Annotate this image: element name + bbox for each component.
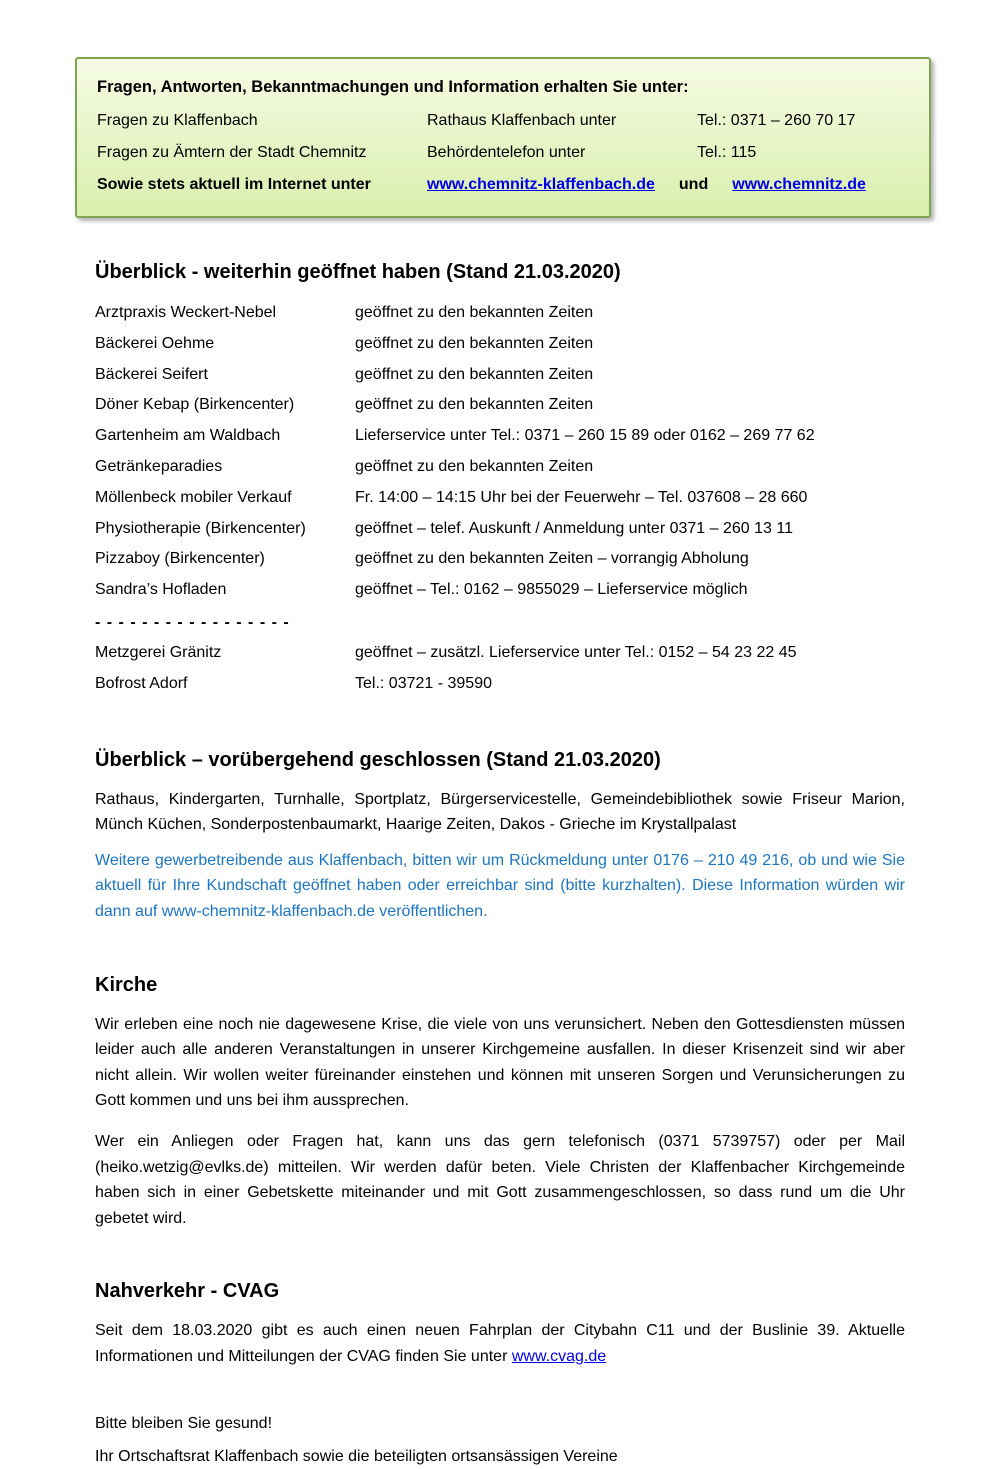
info-box-footer [97,175,907,194]
info-row-place: Behördentelefon unter [427,144,586,161]
business-row [95,638,905,669]
business-row [95,421,905,452]
feedback-note-paragraph: Weitere gewerbetreibende aus Klaffenbach, bitten wir um Rückmeldung unter 0176 – 210 49 216, ob und wie Sie aktuell für Ihre Kundschaft geöffnet haben oder erreichbar sind (bitte kurzhalten). Diese Information würden wir dann auf www-chemnitz-klaffenbach.de veröffentlichen. [95,851,905,920]
business-row [95,514,905,545]
dashed-separator: - - - - - - - - - - - - - - - - - [95,613,290,631]
closing-wish: Bitte bleiben Sie gesund! [95,1415,273,1433]
transport-text: Seit dem 18.03.2020 gibt es auch einen neuen Fahrplan der Citybahn C11 und der Buslinie 39. Aktuelle Informationen und Mitteilungen der CVAG finden Sie unter [95,1322,905,1365]
business-status: geöffnet – telef. Auskunft / Anmeldung unter 0371 – 260 13 11 [355,519,793,537]
business-status: geöffnet zu den bekannten Zeiten [355,334,594,352]
closing-block [95,1411,905,1469]
business-status: geöffnet zu den bekannten Zeiten – vorrangig Abholung [355,550,749,568]
business-name: Bofrost Adorf [95,674,188,692]
business-name: Bäckerei Seifert [95,365,208,383]
link-chemnitz[interactable]: www.chemnitz.de [732,176,866,193]
info-row-phone: Tel.: 115 [697,144,757,161]
transport-paragraph [95,1318,905,1369]
business-name: Metzgerei Gränitz [95,643,222,661]
info-row [97,111,907,130]
business-name: Bäckerei Oehme [95,334,215,352]
business-status: geöffnet zu den bekannten Zeiten [355,304,594,321]
business-name: Getränkeparadies [95,457,223,475]
heading-transport: Nahverkehr - CVAG [95,1280,280,1303]
heading-church: Kirche [95,973,158,996]
heading-closed-overview: Überblick – vorübergehend geschlossen (Stand 21.03.2020) [95,748,661,771]
business-status: geöffnet zu den bekannten Zeiten [355,396,594,414]
church-paragraph-2: Wer ein Anliegen oder Fragen hat, kann uns das gern telefonisch (0371 5739757) oder per Mail (heiko.wetzig@evlks.de) mitteilen. Wir werden dafür beten. Viele Christen der Klaffenbacher Kirchgemeinde haben sich in einer Gebetskette miteinander und mit Gott zusammengeschlossen, so dass rund um die Uhr gebetet wird. [95,1132,905,1227]
business-status: geöffnet zu den bekannten Zeiten [355,365,594,383]
business-row [95,575,905,606]
info-row [97,143,907,162]
link-chemnitz-klaffenbach[interactable]: www.chemnitz-klaffenbach.de [427,176,655,193]
info-row-place: Rathaus Klaffenbach unter [427,112,617,129]
business-name: Arztpraxis Weckert-Nebel [95,304,277,321]
info-box [75,57,931,218]
business-name: Pizzaboy (Birkencenter) [95,550,265,568]
business-row [95,360,905,391]
business-name: Möllenbeck mobiler Verkauf [95,488,292,506]
business-row [95,483,905,514]
internet-note-label: Sowie stets aktuell im Internet unter [97,176,371,193]
church-paragraph-1: Wir erleben eine noch nie dagewesene Krise, die viele von uns verunsichert. Neben den Gottesdiensten müssen leider auch alle anderen Veranstaltungen in unserer Kirchgemeine ausfallen. In dieser Krisenzeit sind wir aber nicht allein. Wir wollen weiter füreinander einstehen und können mit unseren Sorgen und Verunsicherungen zu Gott kommen und uns bei ihm aussprechen. [95,1015,905,1110]
closing-signature: Ihr Ortschaftsrat Klaffenbach sowie die beteiligten ortsansässigen Vereine [95,1448,618,1466]
business-row [95,544,905,575]
business-status: Tel.: 03721 - 39590 [355,674,492,692]
business-row [95,452,905,483]
business-status: Fr. 14:00 – 14:15 Uhr bei der Feuerwehr – Tel. 037608 – 28 660 [355,488,808,506]
business-row [95,390,905,421]
business-name: Döner Kebap (Birkencenter) [95,396,295,414]
info-row-topic: Fragen zu Klaffenbach [97,112,258,129]
open-business-list [95,298,905,700]
conjunction-label: und [678,176,709,193]
business-status: geöffnet – Tel.: 0162 – 9855029 – Lieferservice möglich [355,581,748,599]
business-status: geöffnet – zusätzl. Lieferservice unter Tel.: 0152 – 54 23 22 45 [355,643,797,661]
business-name: Gartenheim am Waldbach [95,427,281,445]
business-status: geöffnet zu den bekannten Zeiten [355,457,594,475]
info-box-title: Fragen, Antworten, Bekanntmachungen und Information erhalten Sie unter: [97,78,689,96]
business-row [95,298,905,329]
heading-open-overview: Überblick - weiterhin geöffnet haben (Stand 21.03.2020) [95,261,621,283]
info-row-phone: Tel.: 0371 – 260 70 17 [697,112,856,129]
business-row [95,669,905,700]
info-row-topic: Fragen zu Ämtern der Stadt Chemnitz [97,144,367,161]
document-body [95,260,905,1469]
closed-list-paragraph: Rathaus, Kindergarten, Turnhalle, Sportplatz, Bürgerservicestelle, Gemeindebibliothek sowie Friseur Marion, Münch Küchen, Sonderpostenbaumarkt, Haarige Zeiten, Dakos - Grieche im Krystallpalast [95,790,905,834]
business-status: Lieferservice unter Tel.: 0371 – 260 15 89 oder 0162 – 269 77 62 [355,427,815,445]
link-cvag[interactable]: www.cvag.de [511,1347,607,1365]
business-name: Physiotherapie (Birkencenter) [95,519,306,537]
business-row [95,329,905,360]
business-name: Sandra’s Hofladen [95,581,227,599]
